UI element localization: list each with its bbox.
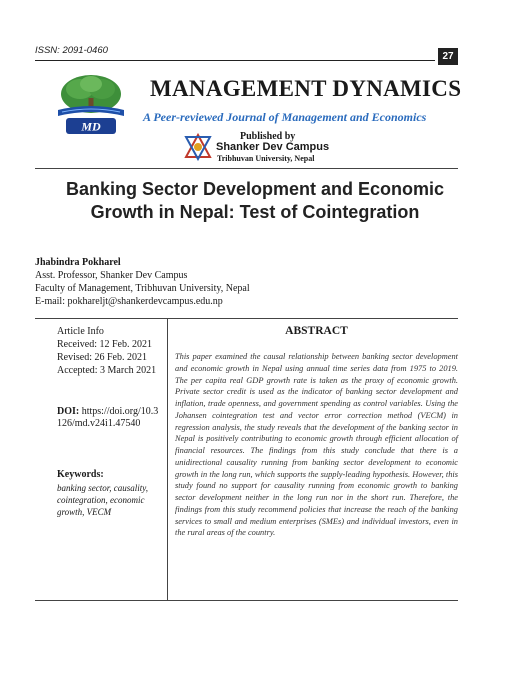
publisher-emblem-icon (184, 133, 212, 161)
journal-subtitle: A Peer-reviewed Journal of Management and Economics (143, 110, 427, 124)
keywords-list: banking sector, causality, cointegration, economic growth, VECM (57, 483, 148, 517)
header-rule (35, 60, 435, 61)
doi-label: DOI: (57, 406, 80, 417)
info-box-top-rule (35, 318, 458, 319)
journal-logo (50, 72, 132, 136)
paper-title: Banking Sector Development and Economic Growth in Nepal: Test of Cointegration (65, 179, 445, 222)
publisher-name: Shanker Dev Campus (216, 141, 330, 153)
revised-date: Revised: 26 Feb. 2021 (57, 352, 147, 363)
received-date: Received: 12 Feb. 2021 (57, 339, 152, 350)
doi-link[interactable]: https://doi.org/10.3126/md.v24i1.47540 (57, 406, 159, 429)
author-position: Asst. Professor, Shanker Dev Campus (35, 270, 188, 281)
university-name: Tribhuvan University, Nepal (217, 154, 315, 163)
info-box-bottom-rule (35, 600, 458, 601)
author-email[interactable]: E-mail: pokhareljt@shankerdevcampus.edu.np (35, 296, 223, 307)
info-box-divider (167, 318, 168, 600)
title-divider (35, 168, 458, 169)
author-faculty: Faculty of Management, Tribhuvan University, Nepal (35, 283, 250, 294)
doi-block (57, 406, 162, 430)
article-info-heading: Article Info (57, 326, 104, 337)
keywords-heading: Keywords: (57, 469, 104, 480)
page-number: 27 (438, 48, 458, 65)
published-by-label: Published by (240, 131, 296, 142)
logo-text: MD (81, 119, 101, 134)
author-name: Jhabindra Pokharel (35, 257, 121, 268)
journal-title: MANAGEMENT DYNAMICS (150, 76, 462, 101)
abstract-text: This paper examined the causal relationship between banking sector development and economic growth in Nepal using annual time series data from 1975 to 2019. The per capita real GDP growth rate is taken as the proxy of economic growth. Private sector credit is used as the indicator of banking sector development and inflation, trade openness, and government spending as control variables. Using the Johansen cointegration test and vector error correction method (VECM) in regression analysis, the study reveals that the development of the banking sector in Nepal is positively contributing to economic growth through efficient allocation of financial resources. The findings from this study conclude that there is a unidirectional causality running from banking sector development to economic growth in the long run, which supports the supply-leading hypothesis. However, this study found no support for causality running from economic growth to banking sector development neither in the long run nor in the short run. Therefore, the findings from this study recommend policies that increase the reach of the banking services to small and medium enterprises (SMEs) and individual investors, even in the rural areas of the country. (175, 352, 458, 538)
abstract-heading: ABSTRACT (285, 325, 348, 337)
issn-label: ISSN: 2091-0460 (35, 45, 108, 56)
accepted-date: Accepted: 3 March 2021 (57, 365, 157, 376)
